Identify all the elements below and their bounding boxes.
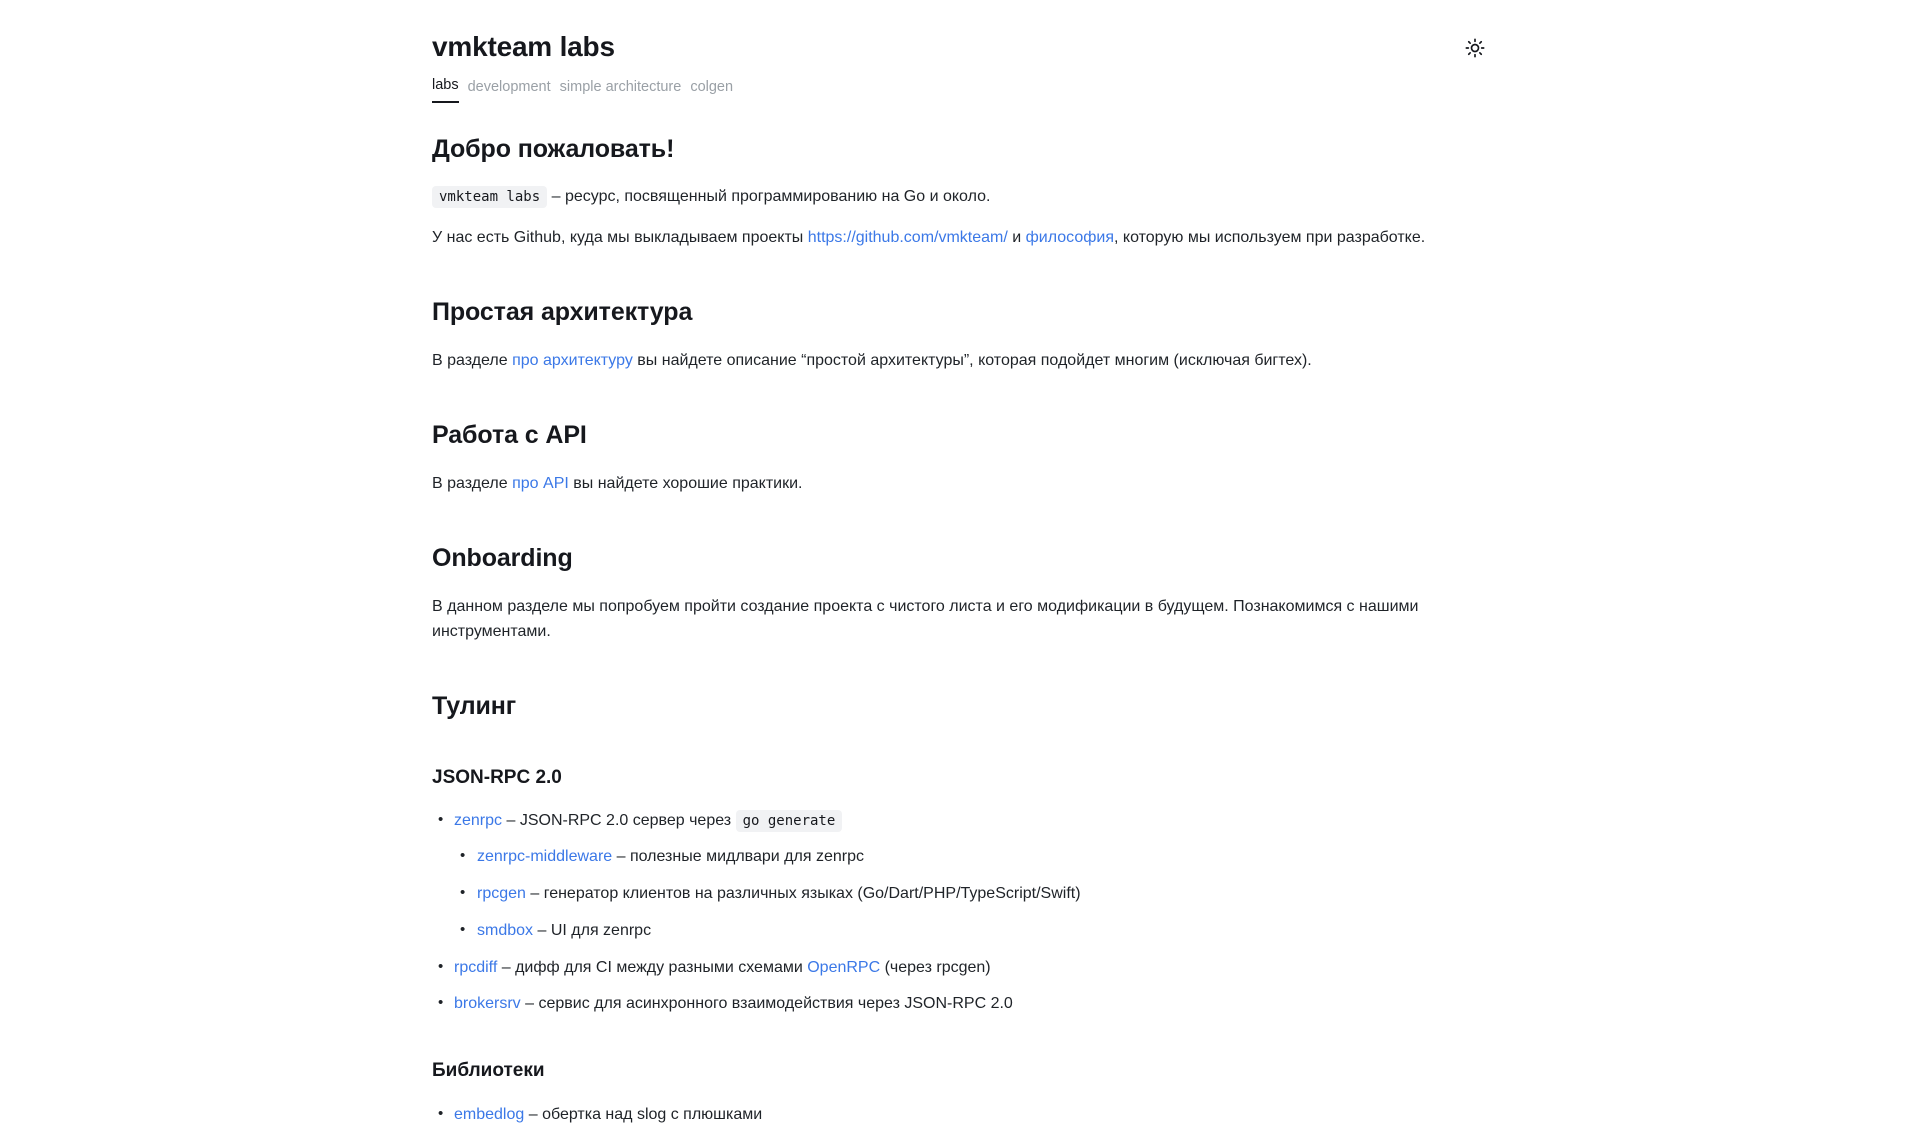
inline-code-vmkteam-labs: vmkteam labs xyxy=(432,186,547,208)
zenrpc-sublist xyxy=(454,845,1488,943)
smdbox-text: – UI для zenrpc xyxy=(533,922,652,940)
architecture-link[interactable]: про архитектуру xyxy=(512,351,633,369)
openrpc-link[interactable]: OpenRPC xyxy=(807,959,881,977)
github-link[interactable]: https://github.com/vmkteam/ xyxy=(807,228,1008,246)
nav-item-development[interactable]: development xyxy=(467,78,551,95)
list-item xyxy=(454,919,1488,943)
jsonrpc-list xyxy=(432,809,1488,1016)
list-item-body xyxy=(454,812,842,829)
zenrpc-link[interactable]: zenrpc xyxy=(454,812,503,830)
site-header xyxy=(432,0,1488,103)
smdbox-link[interactable]: smdbox xyxy=(477,922,534,940)
github-paragraph xyxy=(432,226,1488,251)
zenrpc-middleware-link[interactable]: zenrpc-middleware xyxy=(477,848,613,866)
inline-code-go-generate: go generate xyxy=(736,810,843,832)
main-nav xyxy=(432,78,1488,103)
zenrpc-text: – JSON-RPC 2.0 сервер через xyxy=(502,812,736,830)
list-item xyxy=(432,992,1488,1016)
theme-toggle-button[interactable] xyxy=(1462,35,1488,61)
rpcgen-text: – генератор клиентов на различных языках (Go/Dart/PHP/TypeScript/Swift) xyxy=(525,885,1081,903)
jsonrpc-heading: JSON-RPC 2.0 xyxy=(432,766,562,788)
zenrpc-middleware-text: – полезные мидлвари для zenrpc xyxy=(612,848,864,866)
architecture-suffix-text: вы найдете описание “простой архитектуры”, которая подойдет многим (исключая бигтех). xyxy=(632,351,1312,369)
list-item xyxy=(432,1103,1488,1127)
libraries-heading: Библиотеки xyxy=(432,1060,545,1082)
philosophy-link[interactable]: философия xyxy=(1025,228,1114,246)
welcome-intro-paragraph xyxy=(432,185,1488,210)
nav-item-simple-architecture[interactable]: simple architecture xyxy=(559,78,682,95)
nav-item-colgen[interactable]: colgen xyxy=(690,78,734,95)
rpcdiff-link[interactable]: rpcdiff xyxy=(454,959,498,977)
architecture-heading: Простая архитектура xyxy=(432,298,693,327)
rpcdiff-text: – дифф для CI между разными схемами xyxy=(497,959,808,977)
rpcdiff-text-2: (через rpcgen) xyxy=(880,959,991,977)
welcome-intro-text: – ресурс, посвященный программированию на Go и около. xyxy=(547,187,991,205)
list-item xyxy=(432,956,1488,980)
architecture-prefix-text: В разделе xyxy=(432,351,513,369)
embedlog-link[interactable]: embedlog xyxy=(454,1106,525,1124)
site-title: vmkteam labs xyxy=(432,31,615,62)
main-content xyxy=(432,134,1488,1128)
onboarding-heading: Onboarding xyxy=(432,544,573,573)
api-paragraph xyxy=(432,472,1488,497)
github-prefix-text: У нас есть Github, куда мы выкладываем проекты xyxy=(432,228,808,246)
tooling-heading: Тулинг xyxy=(432,692,517,721)
list-item xyxy=(454,845,1488,869)
libraries-list xyxy=(432,1103,1488,1127)
architecture-paragraph xyxy=(432,349,1488,374)
api-link[interactable]: про API xyxy=(512,474,569,492)
onboarding-paragraph: В данном разделе мы попробуем пройти создание проекта с чистого листа и его модификации в будущем. Познакомимся с нашими инструментами. xyxy=(432,597,1419,640)
sun-icon xyxy=(1465,38,1485,58)
api-heading: Работа с API xyxy=(432,421,587,450)
api-suffix-text: вы найдете хорошие практики. xyxy=(568,474,803,492)
github-mid-text: и xyxy=(1007,228,1026,246)
brokersrv-link[interactable]: brokersrv xyxy=(454,995,521,1013)
brokersrv-text: – сервис для асинхронного взаимодействия через JSON-RPC 2.0 xyxy=(520,995,1013,1013)
embedlog-text: – обертка над slog с плюшками xyxy=(524,1106,763,1124)
api-prefix-text: В разделе xyxy=(432,474,513,492)
list-item xyxy=(454,882,1488,906)
nav-item-labs[interactable]: labs xyxy=(432,78,459,103)
list-item xyxy=(432,809,1488,943)
content-container xyxy=(432,0,1488,1139)
welcome-heading: Добро пожаловать! xyxy=(432,134,675,163)
rpcgen-link[interactable]: rpcgen xyxy=(477,885,526,903)
github-suffix-text: , которую мы используем при разработке. xyxy=(1114,228,1426,246)
